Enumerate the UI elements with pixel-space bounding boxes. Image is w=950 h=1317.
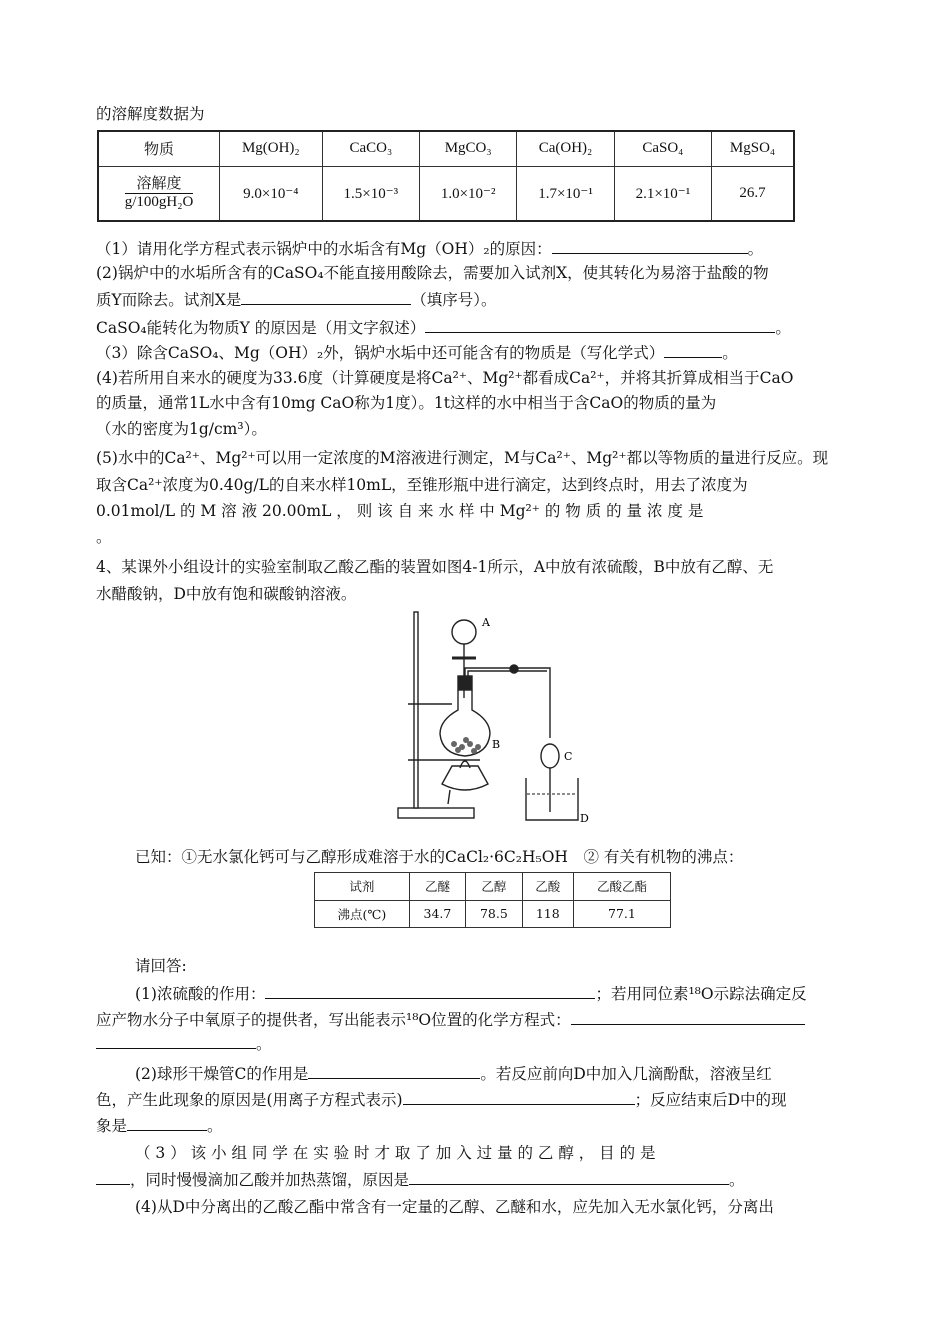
answer-blank[interactable] — [425, 316, 775, 333]
table-header-cell — [98, 166, 220, 221]
table-row — [98, 166, 794, 221]
known-text: 已知：①无水氯化钙可与乙醇形成难溶于水的CaCl₂·6C₂H₅OH ② 有关有机物的沸点： — [135, 848, 744, 866]
table-header-cell: 试剂 — [315, 873, 410, 901]
answer-1-line-2: 应产物水分子中氧原子的提供者，写出能表示¹⁸O位置的化学方程式： — [96, 1008, 805, 1031]
answer-blank[interactable] — [552, 237, 748, 254]
question-4-line-2: 的质量，通常1L水中含有10mg CaO称为1度）。1t这样的水中相当于含CaO的物质的量为 — [96, 394, 717, 412]
table-header-cell: 乙酸 — [522, 873, 573, 901]
table-cell: MgCO₃ — [419, 131, 516, 166]
answer-blank[interactable] — [241, 288, 411, 305]
funnel-a — [452, 620, 476, 644]
table-cell: CaSO₄ — [614, 131, 711, 166]
table-header-cell: 乙醇 — [466, 873, 522, 901]
table-cell: 1.5×10⁻³ — [322, 166, 419, 221]
answer-3-line-1: （ 3 ） 该 小 组 同 学 在 实 验 时 才 取 了 加 入 过 量 的 乙 醇 ， 目 的 是 — [135, 1144, 656, 1162]
row-label-top: 溶解度 — [125, 176, 194, 194]
answer-2-line-3: 象是 。 — [96, 1114, 223, 1137]
answer-1-line-3: 。 — [96, 1032, 272, 1055]
table-cell: 34.7 — [409, 900, 465, 928]
beaker-d — [526, 778, 578, 820]
question-5-line-2: 取含Ca²⁺浓度为0.40g/L的自来水样10mL，至锥形瓶中进行滴定，达到终点时，用去了浓度为 — [96, 476, 748, 494]
label-b: B — [492, 738, 501, 751]
answer-blank[interactable] — [96, 1168, 130, 1185]
answer-blank[interactable] — [664, 341, 722, 358]
answer-blank[interactable] — [96, 1032, 256, 1049]
table-cell: CaCO₃ — [322, 131, 419, 166]
table-header-cell: 乙醚 — [409, 873, 465, 901]
table-cell: Ca(OH)₂ — [517, 131, 614, 166]
intro-text: 的溶解度数据为 — [96, 105, 205, 123]
question-5-line-1: (5)水中的Ca²⁺、Mg²⁺可以用一定浓度的M溶液进行测定，M与Ca²⁺、Mg²⁺都以等物质的量进行反应。现 — [96, 449, 829, 467]
table-row — [315, 900, 671, 928]
label-c: C — [564, 750, 573, 763]
table-header-cell: 物质 — [98, 131, 220, 166]
apparatus-figure — [390, 608, 600, 830]
table-cell: 沸点(℃) — [315, 900, 410, 928]
table-row — [315, 873, 671, 901]
question-5-line-3: 0.01mol/L 的 M 溶 液 20.00mL ， 则 该 自 来 水 样 中 Mg²⁺ 的 物 质 的 量 浓 度 是 — [96, 502, 704, 520]
solubility-table — [97, 130, 795, 222]
answer-prompt: 请回答: — [135, 957, 187, 975]
flask-b — [440, 690, 490, 756]
answer-3-line-2: ，同时慢慢滴加乙酸并加热蒸馏，原因是 。 — [96, 1168, 745, 1191]
stopper — [458, 676, 472, 690]
drying-tube-c — [541, 744, 559, 768]
table-row — [98, 131, 794, 166]
table-cell: 9.0×10⁻⁴ — [220, 166, 323, 221]
table-cell: 118 — [522, 900, 573, 928]
answer-blank[interactable] — [409, 1168, 729, 1185]
table-cell: MgSO₄ — [712, 131, 794, 166]
question-2-line-3: CaSO₄能转化为物质Y 的原因是（用文字叙述） 。 — [96, 316, 791, 339]
label-d: D — [580, 812, 589, 825]
table-cell: 1.0×10⁻² — [419, 166, 516, 221]
valve — [510, 665, 518, 673]
answer-1-line-1: (1)浓硫酸的作用： ；若用同位素¹⁸O示踪法确定反 — [135, 982, 807, 1005]
answer-blank[interactable] — [265, 982, 595, 999]
table-cell: 78.5 — [466, 900, 522, 928]
table-cell: 1.7×10⁻¹ — [517, 166, 614, 221]
question-2-line-1: (2)锅炉中的水垢所含有的CaSO₄不能直接用酸除去，需要加入试剂X，使其转化为易溶于盐酸的物 — [96, 264, 769, 282]
burner — [442, 766, 488, 790]
table-cell: 2.1×10⁻¹ — [614, 166, 711, 221]
stand-base — [398, 808, 474, 818]
table-header-cell: 乙酸乙酯 — [573, 873, 670, 901]
table-cell: 26.7 — [712, 166, 794, 221]
answer-blank[interactable] — [127, 1114, 207, 1131]
answer-blank[interactable] — [308, 1062, 480, 1079]
boiling-point-table — [314, 872, 671, 928]
question-1: （1）请用化学方程式表示锅炉中的水垢含有Mg（OH）₂的原因： 。 — [96, 237, 763, 260]
answer-2-line-1: (2)球形干燥管C的作用是 。若反应前向D中加入几滴酚酞，溶液呈红 — [135, 1062, 772, 1085]
table-cell: 77.1 — [573, 900, 670, 928]
table-cell: Mg(OH)₂ — [220, 131, 323, 166]
problem-4-line-1: 4、某课外小组设计的实验室制取乙酸乙酯的装置如图4-1所示，A中放有浓硫酸，B中放有乙醇、无 — [96, 558, 774, 576]
label-a: A — [482, 616, 490, 629]
question-5-line-4: 。 — [96, 528, 112, 546]
question-4-line-3: （水的密度为1g/cm³）。 — [96, 420, 267, 438]
answer-blank[interactable] — [571, 1008, 805, 1025]
answer-4-line-1: (4)从D中分离出的乙酸乙酯中常含有一定量的乙醇、乙醚和水，应先加入无水氯化钙，分离出 — [135, 1198, 774, 1216]
delivery-tube — [465, 668, 550, 738]
question-4-line-1: (4)若所用自来水的硬度为33.6度（计算硬度是将Ca²⁺、Mg²⁺都看成Ca²⁺，并将其折算成相当于CaO — [96, 369, 794, 387]
question-2-line-2: 质Y而除去。试剂X是 （填序号）。 — [96, 288, 497, 311]
question-3: （3）除含CaSO₄、Mg（OH）₂外，锅炉水垢中还可能含有的物质是（写化学式） 。 — [96, 341, 738, 364]
answer-2-line-2: 色，产生此现象的原因是(用离子方程式表示) ；反应结束后D中的现 — [96, 1088, 787, 1111]
stand-rod — [414, 612, 418, 808]
row-label-bottom: g/100gH₂O — [124, 193, 194, 210]
problem-4-line-2: 水醋酸钠，D中放有饱和碳酸钠溶液。 — [96, 585, 357, 603]
answer-blank[interactable] — [403, 1088, 635, 1105]
